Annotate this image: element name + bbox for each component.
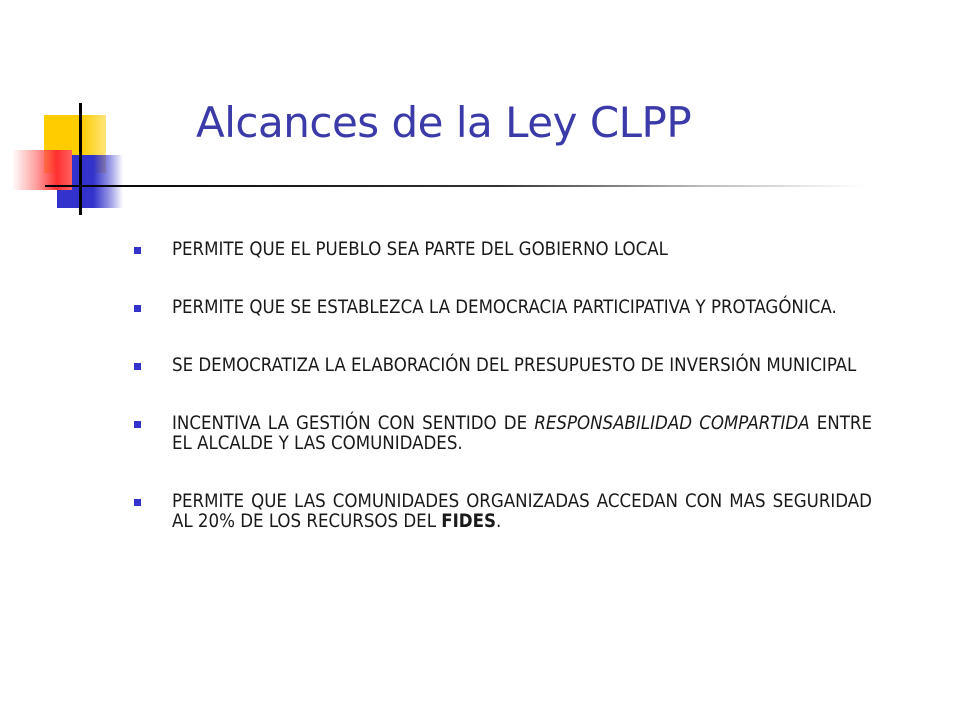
bullet-text-bold: FIDES (441, 511, 496, 532)
bullet-text-italic: RESPONSABILIDAD COMPARTIDA (534, 413, 810, 434)
vertical-rule (79, 103, 82, 215)
bullet-text: PERMITE QUE EL PUEBLO SEA PARTE DEL GOBIERNO LOCAL (172, 239, 668, 260)
bullet-item (132, 240, 872, 260)
square-bullet-icon (134, 305, 141, 312)
bullet-item (132, 414, 872, 454)
title-underline-rule (45, 185, 865, 187)
bullet-text-lead: INCENTIVA LA GESTIÓN CON SENTIDO DE (172, 413, 535, 434)
bullet-text-tail: . (496, 511, 502, 532)
slide-title: Alcances de la Ley CLPP (196, 98, 692, 147)
bullet-item (132, 492, 872, 532)
bullet-text: PERMITE QUE SE ESTABLEZCA LA DEMOCRACIA PARTICIPATIVA Y PROTAGÓNICA. (172, 297, 837, 318)
bullet-item (132, 298, 872, 318)
square-bullet-icon (134, 421, 141, 428)
bullet-text-lead: PERMITE QUE LAS COMUNIDADES ORGANIZADAS ACCEDAN CON MAS SEGURIDAD AL 20% DE LOS RECURSOS DEL (172, 491, 872, 532)
bullet-item (132, 356, 872, 376)
square-bullet-icon (134, 363, 141, 370)
red-square-decoration (12, 150, 72, 190)
bullet-list (132, 240, 872, 532)
square-bullet-icon (134, 247, 141, 254)
bullet-text: SE DEMOCRATIZA LA ELABORACIÓN DEL PRESUPUESTO DE INVERSIÓN MUNICIPAL (172, 355, 857, 376)
square-bullet-icon (134, 499, 141, 506)
bullet-text-tail: ENTRE EL ALCALDE Y LAS COMUNIDADES. (172, 413, 872, 454)
